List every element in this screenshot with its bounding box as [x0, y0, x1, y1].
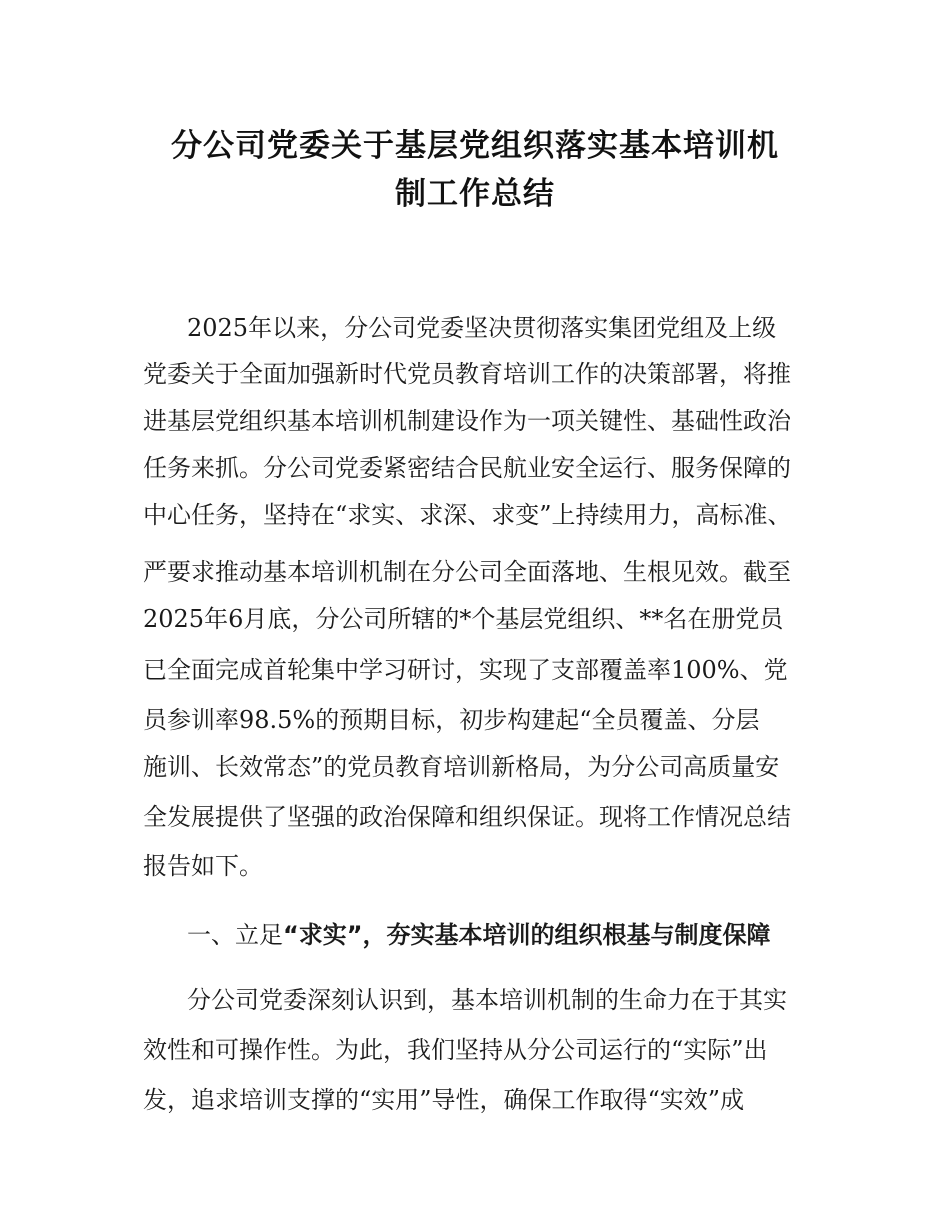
paragraph-1-line-4: 任务来抓。分公司党委紧密结合民航业安全运行、服务保障的	[143, 454, 791, 482]
paragraph-1-line-7: 2025年6月底，分公司所辖的*个基层党组织、**名在册党员	[143, 605, 784, 633]
section-1-heading-title: “求实”，夯实基本培训的组织根基与制度保障	[283, 921, 771, 949]
paragraph-1-line-3: 进基层党组织基本培训机制建设作为一项关键性、基础性政治	[143, 407, 791, 435]
paragraph-1-line-2: 党委关于全面加强新时代党员教育培训工作的决策部署，将推	[143, 360, 791, 388]
paragraph-2-line-1: 分公司党委深刻认识到，基本培训机制的生命力在于其实	[187, 986, 787, 1014]
paragraph-1-line-5: 中心任务，坚持在“求实、求深、求变”上持续用力，高标准、	[143, 501, 792, 529]
paragraph-1-line-1: 2025年以来，分公司党委坚决贯彻落实集团党组及上级	[187, 314, 777, 342]
document-title-line-2: 制工作总结	[395, 176, 555, 212]
paragraph-1-line-11: 全发展提供了坚强的政治保障和组织保证。现将工作情况总结	[143, 803, 791, 831]
paragraph-2-line-3: 发，追求培训支撑的“实用”导性，确保工作取得“实效”成	[143, 1086, 745, 1114]
paragraph-1-line-8: 已全面完成首轮集中学习研讨，实现了支部覆盖率100%、党	[143, 656, 788, 684]
section-1-heading-prefix: 一、立足	[187, 921, 283, 949]
section-1-heading	[187, 920, 771, 950]
paragraph-1-line-10: 施训、长效常态”的党员教育培训新格局，为分公司高质量安	[143, 753, 780, 781]
paragraph-1-line-12: 报告如下。	[143, 852, 263, 880]
document-title-line-1: 分公司党委关于基层党组织落实基本培训机	[171, 128, 779, 164]
paragraph-1-line-6: 严要求推动基本培训机制在分公司全面落地、生根见效。截至	[143, 558, 791, 586]
paragraph-1-line-9: 员参训率98.5%的预期目标，初步构建起“全员覆盖、分层	[143, 706, 760, 734]
paragraph-2-line-2: 效性和可操作性。为此，我们坚持从分公司运行的“实际”出	[143, 1036, 768, 1064]
